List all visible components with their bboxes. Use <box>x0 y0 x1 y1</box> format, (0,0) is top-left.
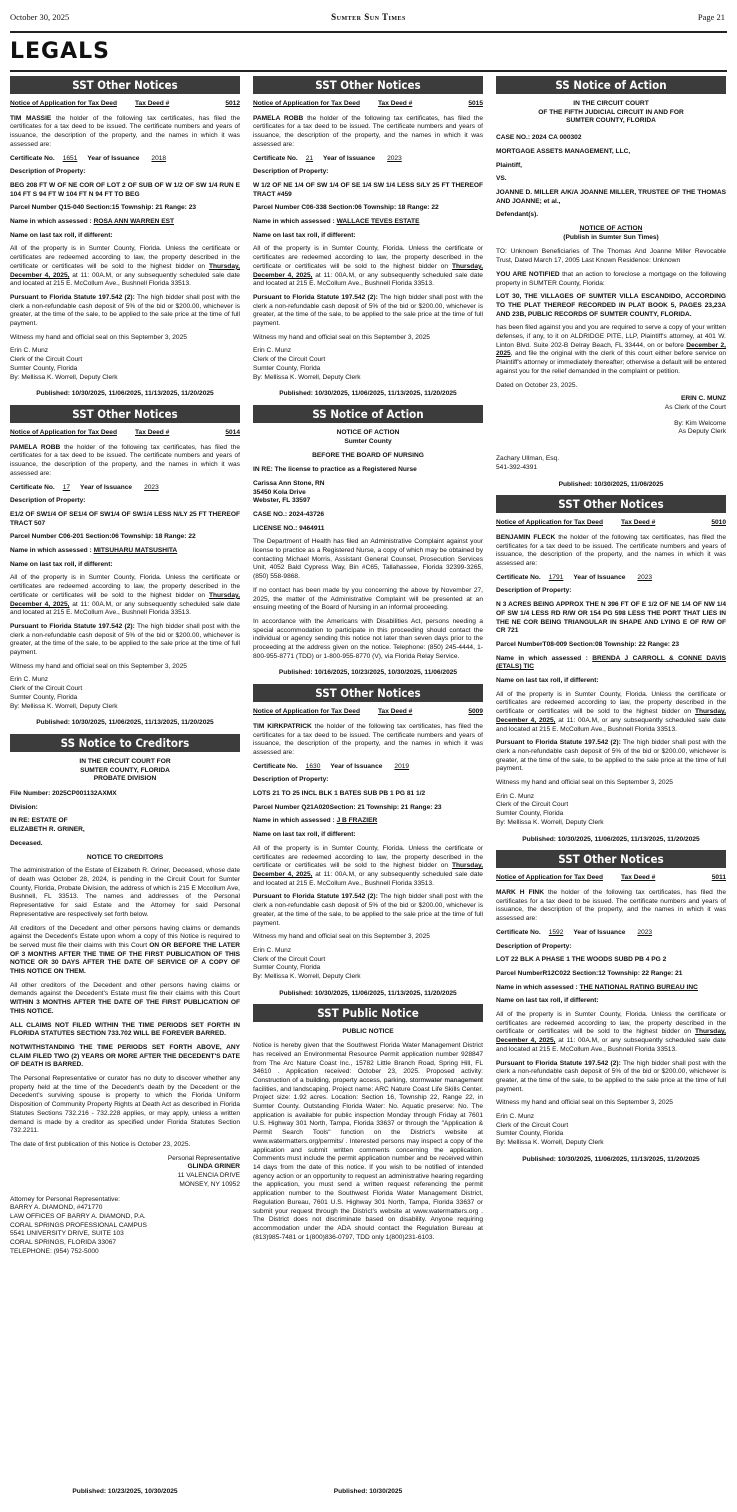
court-heading: IN THE CIRCUIT COURT FOR SUMTER COUNTY, FLORIDA PROBATE DIVISION <box>79 757 171 783</box>
clerk-signature: Erin C. Munz Clerk of the Circuit Court Sumter County, Florida By: Mellissa K. Worrell, Deputy Clerk <box>253 347 361 381</box>
notice-header: SST Other Notices <box>496 495 726 513</box>
parcel-number: Parcel NumberR12C022 Section:12 Township: 22 Range: 21 <box>496 969 683 977</box>
last-roll-label: Name on last tax roll, if different: <box>496 677 599 685</box>
action-heading: NOTICE OF ACTION Sumter County <box>336 428 400 445</box>
statute-paragraph: Pursuant to Florida Statute 197.542 (2): The high bidder shall post with the clerk a non-refundable cash deposit of 5% of the bid or $200.00, whichever is greater, at the time of the sale, to be applied to the sale price at the time of full payment. <box>253 893 483 927</box>
publication-dates: Published: 10/30/2025 <box>333 1488 403 1495</box>
last-roll-label: Name on last tax roll, if different: <box>253 231 356 239</box>
notice-intro: PAMELA ROBB the holder of the following tax certificates, has filed the certificates for a tax deed to be issued. The certificate numbers and years of issuance, the description of the property, and the names in which it was assessed are: <box>253 114 483 148</box>
section-title: LEGALS <box>10 39 110 64</box>
paragraph: If no contact has been made by you concerning the above by November 27, 2025, the matter of the Administrative Complaint will be presented at an ensuing meeting of the Board of Nursing in an informal proceeding. <box>253 586 483 612</box>
paragraph: In accordance with the Americans with Disabilities Act, persons needing a special accommodation to participate in this proceeding should contact the individual or agency sending this notice not later than seven days prior to the proceeding at the address given on the notice. Telephone: (850) 245-4444, 1-800-955-8771 (TDD) or 1-800-955-8770 (V), via Florida Relay Service. <box>253 617 483 660</box>
paragraph: The Personal Representative or curator has no duty to discover whether any property held at the time of the Decedent's death by the Decedent or the Decedent's surviving spouse is property to which the Florida Uniform Disposition of Community Property Rights at Death Act as described in Florida Statutes Sections 732.216 - 732.228 applies, or may apply, unless a written demand is made by a creditor as specified under Florida Statutes Section 732.2211. <box>10 1075 240 1135</box>
statute-paragraph: Pursuant to Florida Statute 197.542 (2): The high bidder shall post with the clerk a non-refundable cash deposit of 5% of the bid or $200.00, whichever is greater, at the time of the sale, to be applied to the sale price at the time of full payment. <box>10 622 240 657</box>
paragraph: NOTWITHSTANDING THE TIME PERIODS SET FORTH ABOVE, ANY CLAIM FILED TWO (2) YEARS OR MORE AFTER THE DECEDENT'S DATE OF DEATH IS BARRED. <box>10 1043 240 1069</box>
last-roll-label: Name on last tax roll, if different: <box>496 997 599 1005</box>
clerk-signature: ERIN C. MUNZ As Clerk of the Court By: Kim Welcome As Deputy Clerk <box>664 395 726 436</box>
attorney-block: Zachary Ullman, Esq. 541-392-4391 <box>496 455 560 471</box>
clerk-signature: Erin C. Munz Clerk of the Circuit Court Sumter County, Florida By: Mellissa K. Worrell, Deputy Clerk <box>10 347 118 381</box>
defendant-name: JOANNE D. MILLER A/K/A JOANNE MILLER, TRUSTEE OF THE THOMAS AND JOANNE; et al., <box>496 188 726 205</box>
assessed-name: Name in which assessed : J B FRAZIER <box>253 817 378 825</box>
notice-intro: TIM KIRKPATRICK the holder of the following tax certificates, has filed the certificates for a tax deed to be issued. The certificate numbers and years of issuance, the description of the property, and the names in which it was assessed are: <box>253 722 483 756</box>
property-description: N 3 ACRES BEING APPROX THE N 396 FT OF E 1/2 OF NE 1/4 OF NW 1/4 OF SW 1/4 LESS RD R/W OR 154 PG 598 LESS THE PORT THAT LIES IN THE NE COR BEING TRIANGULAR IN SHAPE AND LYING E OF R/W OF CR 721 <box>496 601 726 635</box>
publication-dates: Published: 10/30/2025, 11/06/2025, 11/13/2025, 11/20/2025 <box>36 719 214 727</box>
dated-line: Dated on October 23, 2025. <box>496 381 578 389</box>
clerk-signature: Erin C. Munz Clerk of the Circuit Court Sumter County, Florida By: Mellissa K. Worrell, Deputy Clerk <box>10 676 118 710</box>
statute-paragraph: Pursuant to Florida Statute 197.542 (2): The high bidder shall post with the clerk a non-refundable cash deposit of 5% of the bid or $200.00, whichever is greater, at the time of the sale, to be applied to the sale price at the time of full payment. <box>253 293 483 328</box>
page-header <box>0 0 737 32</box>
court-heading: IN THE CIRCUIT COURT OF THE FIFTH JUDICIAL CIRCUIT IN AND FOR SUMTER COUNTY, FLORIDA <box>538 100 684 125</box>
desc-label: Description of Property: <box>253 168 329 176</box>
certificate-line: Certificate No. 21 Year of Issuance 2023 <box>253 154 402 162</box>
versus: VS. <box>496 175 507 183</box>
last-roll-label: Name on last tax roll, if different: <box>253 831 356 839</box>
notice-intro: TIM MASSIE the holder of the following tax certificates, has filed the certificates for a tax deed to be issued. The certificate numbers and years of issuance, the description of the property, and the names in which it was assessed are: <box>10 114 240 148</box>
paragraph: has been filed against you and you are required to serve a copy of your written defenses, if any, to it on ALDRIDGE PITE, LLP, Plaintiff's attorney, at 401 W. Linton Blvd. Suite 202-B Delray Beach, FL 33444, on or before December 2, 2025, and file the original with the clerk of this court either before service on Plaintiff's attorney or immediately thereafter; otherwise a default will be entered against you for the relief demanded in the complaint or petition. <box>496 324 727 375</box>
statute-paragraph: Pursuant to Florida Statute 197.542 (2): The high bidder shall post with the clerk a non-refundable cash deposit of 5% of the bid or $200.00, whichever is greater, at the time of the sale, to be applied to the sale price at the time of full payment. <box>496 739 726 773</box>
case-number: CASE NO.: 2024-43726 <box>253 510 325 518</box>
property-legal: LOT 30, THE VILLAGES OF SUMTER VILLA ESCANDIDO, ACCORDING TO THE PLAT THEREOF RECORDED IN PLAT BOOK 5, PAGES 23,23A AND 23B, PUBLIC RECORDS OF SUMTER COUNTY, FLORIDA. <box>496 293 726 318</box>
paragraph: TO: Unknown Beneficiaries of The Thomas And Joanne Miller Revocable Trust, Dated March 17, 2005 Last Known Residence: Unknown <box>496 248 726 265</box>
deceased: Deceased. <box>10 839 43 847</box>
property-description: LOTS 21 TO 25 INCL BLK 1 BATES SUB PB 1 PG 81 1/2 <box>253 790 426 798</box>
publication-dates: Published: 10/23/2025, 10/30/2025 <box>72 1488 178 1495</box>
certificate-line: Certificate No. 1791 Year of Issuance 2023 <box>496 573 653 581</box>
witness-line: Witness my hand and official seal on this September 3, 2025 <box>496 1099 673 1107</box>
parcel-number: Parcel Number C06-201 Section:06 Township: 18 Range: 22 <box>10 533 196 541</box>
desc-label: Description of Property: <box>253 776 329 784</box>
paragraph: ALL CLAIMS NOT FILED WITHIN THE TIME PERIODS SET FORTH IN FLORIDA STATUTES SECTION 733.702 WILL BE FOREVER BARRED. <box>10 1021 240 1038</box>
sale-paragraph: All of the property is in Sumter County, Florida. Unless the certificate or certificates are redeemed according to law, the property described in the certificate or certificates will be sold to the highest bidder on Thursday, December 4, 2025, at 11: 00A.M, or any subsequently scheduled sale date and located at 215 E. McCollum Ave., Bushnell Florida 33513. <box>253 844 483 887</box>
parcel-number: Parcel Number Q15-040 Section:15 Township: 21 Range: 23 <box>10 204 197 212</box>
property-description: W 1/2 OF NE 1/4 OF SW 1/4 OF SE 1/4 SW 1/4 LESS S/LY 25 FT THEREOF TRACT #459 <box>253 181 483 198</box>
property-description: LOT 22 BLK A PHASE 1 THE WOODS SUBD PB 4 PG 2 <box>496 956 667 964</box>
sale-paragraph: All of the property is in Sumter County, Florida. Unless the certificate or certificates are redeemed according to law, the property described in the certificate or certificates will be sold to the highest bidder on Thursday, December 4, 2025, at 11: 00A.M, or any subsequently scheduled sale date and located at 215 E. McCollum Ave., Bushnell Florida 33513. <box>253 245 483 288</box>
column-2 <box>253 76 483 1247</box>
tax-deed-row: Notice of Application for Tax Deed Tax Deed # 5014 <box>10 428 240 436</box>
notice-header: SS Notice of Action <box>253 405 483 423</box>
tax-deed-row: Notice of Application for Tax Deed Tax Deed # 5009 <box>253 708 483 716</box>
assessed-name: Name in which assessed : WALLACE TEVES ESTATE <box>253 218 420 226</box>
last-roll-label: Name on last tax roll, if different: <box>10 231 113 239</box>
page-number: Page 21 <box>697 12 725 22</box>
parcel-number: Parcel Number Q21A020Section: 21 Township: 21 Range: 23 <box>253 803 442 811</box>
sale-paragraph: All of the property is in Sumter County, Florida. Unless the certificate or certificates are redeemed according to law, the property described in the certificate or certificates will be sold to the highest bidder on Thursday, December 4, 2025, at 11: 00A.M, or any subsequently scheduled sale date and located at 215 E. McCollum Ave., Bushnell Florida 33513. <box>10 245 240 288</box>
sale-paragraph: All of the property is in Sumter County, Florida. Unless the certificate or certificates are redeemed according to law, the property described in the certificate or certificates will be sold to the highest bidder on Thursday, December 4, 2025, at 11: 00A.M, or any subsequently scheduled sale date and located at 215 E. McCollum Ave., Bushnell Florida 33513. <box>10 574 240 617</box>
publication-dates: Published: 10/16/2025, 10/23/2025, 10/30/2025, 11/06/2025 <box>278 669 458 677</box>
notice-header: SST Other Notices <box>10 405 240 423</box>
certificate-line: Certificate No. 1630 Year of Issuance 2019 <box>253 762 410 770</box>
case-number: CASE NO.: 2024 CA 000302 <box>496 134 582 142</box>
witness-line: Witness my hand and official seal on this September 3, 2025 <box>10 662 187 670</box>
notice-title: PUBLIC NOTICE <box>342 1028 394 1036</box>
witness-line: Witness my hand and official seal on this September 3, 2025 <box>496 779 673 787</box>
header-rule <box>10 31 727 33</box>
parcel-number: Parcel NumberT08-009 Section:08 Township: 22 Range: 23 <box>496 640 680 648</box>
tax-deed-row: Notice of Application for Tax Deed Tax Deed # 5012 <box>10 100 240 107</box>
publication-dates: Published: 10/30/2025, 11/06/2025 <box>558 480 664 488</box>
clerk-signature: Erin C. Munz Clerk of the Circuit Court Sumter County, Florida By: Mellissa K. Worrell, Deputy Clerk <box>496 792 604 826</box>
publication-dates: Published: 10/30/2025, 11/06/2025, 11/13/2025, 11/20/2025 <box>522 835 700 843</box>
column-3 <box>496 76 726 1171</box>
statute-paragraph: Pursuant to Florida Statute 197.542 (2): The high bidder shall post with the clerk a non-refundable cash deposit of 5% of the bid or $200.00, whichever is greater, at the time of the sale, to be applied to the sale price at the time of full payment. <box>496 1059 726 1093</box>
issue-date: October 30, 2025 <box>10 12 70 22</box>
notice-header: SST Public Notice <box>253 1004 483 1022</box>
sale-paragraph: All of the property is in Sumter County, Florida. Unless the certificate or certificates are redeemed according to law, the property described in the certificate or certificates will be sold to the highest bidder on Thursday, December 4, 2025, at 11: 00A.M, or any subsequently scheduled sale date and located at 215 E. McCollum Ave., Bushnell Florida 33513. <box>496 690 726 733</box>
notice-title: NOTICE TO CREDITORS <box>86 853 164 861</box>
publication-dates: Published: 10/30/2025, 11/06/2025, 11/13/2025, 11/20/2025 <box>279 989 457 997</box>
assessed-name: Name in which assessed : ROSA ANN WARREN EST <box>10 218 175 226</box>
defendants: Defendant(s). <box>496 211 539 219</box>
tax-deed-row: Notice of Application for Tax Deed Tax Deed # 5015 <box>253 100 483 107</box>
property-description: E1/2 OF SW1/4 OF SE1/4 OF SW1/4 OF SW1/4 LESS N/LY 25 FT THEREOF TRACT 507 <box>10 510 240 527</box>
section-rule <box>10 70 727 72</box>
clerk-signature: Erin C. Munz Clerk of the Circuit Court Sumter County, Florida By: Mellissa K. Worrell, Deputy Clerk <box>496 1113 604 1147</box>
paragraph: All other creditors of the Decedent and other persons having claims or demands against the Decedent's Estate must file their claims with this Court WITHIN 3 MONTHS AFTER THE DATE OF THE FIRST PUBLICATION OF THIS NOTICE. <box>10 981 240 1015</box>
notice-intro: BENJAMIN FLECK the holder of the following tax certificates, has filed the certificates for a tax deed to be issued. The certificate numbers and years of issuance, the description of the property, and the names in which it was assessed are: <box>496 533 726 568</box>
witness-line: Witness my hand and official seal on this September 3, 2025 <box>253 333 430 341</box>
notice-header: SS Notice to Creditors <box>10 734 240 752</box>
assessed-name: Name in which assessed : MITSUHARU MATSUSHITA <box>10 547 178 555</box>
parcel-number: Parcel Number C06-338 Section:06 Township: 18 Range: 22 <box>253 204 439 212</box>
paragraph: The Department of Health has filed an Administrative Complaint against your license to practice as a Registered Nurse, a copy of which may be obtained by contacting Michael Morris, Assistant General Counsel, Prosecution Services Unit, 4052 Bald Cypress Way, Bin #C65, Tallahassee, Florida 32399-3265, (850) 558-9868. <box>253 538 483 581</box>
desc-label: Description of Property: <box>10 168 86 176</box>
publication-dates: Published: 10/30/2025, 11/06/2025, 11/13/2025, 11/20/2025 <box>522 1155 700 1163</box>
notice-header: SS Notice of Action <box>496 76 726 94</box>
file-number: File Number: 2025CP001132AXMX <box>10 790 117 798</box>
plaintiff: Plaintiff, <box>496 161 523 169</box>
in-re: IN RE: The license to practice as a Registered Nurse <box>253 466 417 474</box>
publication-dates: Published: 10/30/2025, 11/06/2025, 11/13/2025, 11/20/2025 <box>36 390 214 398</box>
plaintiff-name: MORTGAGE ASSETS MANAGEMENT, LLC, <box>496 147 631 155</box>
tax-deed-row: Notice of Application for Tax Deed Tax Deed # 5010 <box>496 519 726 527</box>
paragraph: Notice is hereby given that the Southwest Florida Water Management District has received an Environmental Resource Permit application number 928847 from The Arc Nature Coast Inc., 15782 Little Branch Road, Spring Hill, FL 34610 . Application received: October 23, 2025. Proposed activity: Construction of a building, property access, parking, stormwater management facilities, and landscaping. Project name: ARC Nature Coast Life Skills Center. Project size: 1.92 acres. Location: Section 16, Township 22, Range 22, in Sumter County. Outstanding Florida Water: No. Aquatic preserve: No. The application is available for public inspection Monday through Friday at 7601 U.S. Highway 301 North, Tampa, Florida 33637 or through the "Application & Permit Search Tools" function on the District's website at www.watermatters.org/permits/ . Interested persons may inspect a copy of the application and submit written comments concerning the application. Comments must include the permit application number and be received within 14 days from the date of this notice. If you wish to be notified of intended agency action or an opportunity to request an administrative hearing regarding the application, you must send a written request referencing the permit application number to the Southwest Florida Water Management District, Regulation Bureau, 7601 U.S. Highway 301 North, Tampa, Florida 33637 or submit your request through the District's website at www.watermatters.org . The District does not discriminate based on disability. Anyone requiring accommodation under the ADA should contact the Regulation Bureau at (813)985-7481 or 1(800)836-0797, TDD only 1(800)231-6103. <box>253 1042 483 1241</box>
certificate-line: Certificate No. 17 Year of Issuance 2023 <box>10 483 159 491</box>
paragraph: YOU ARE NOTIFIED that an action to foreclose a mortgage on the following property in SUMTER County, Florida: <box>496 270 726 287</box>
column-1 <box>10 76 240 1256</box>
paragraph: All creditors of the Decedent and other persons having claims or demands against the Decedent's Estate upon whom a copy of this Notice is required to be served must file their claims with this Court ON OR BEFORE THE LATER OF 3 MONTHS AFTER THE TIME OF THE FIRST PUBLICATION OF THIS NOTICE OR 30 DAYS AFTER THE DATE OF SERVICE OF A COPY OF THIS NOTICE ON THEM. <box>10 924 240 976</box>
paragraph: The administration of the Estate of Elizabeth R. Griner, Deceased, whose date of death was October 28, 2024, is pending in the Circuit Court for Sumter County, Florida, Probate Division, the address of which is 215 E Mccollum Ave, Bushnell, FL 33513. The names and addresses of the Personal Representative for said Estate and the Attorney for said Personal Representative are respectively set forth below. <box>10 867 240 918</box>
license-number: LICENSE NO.: 9464911 <box>253 524 325 532</box>
board-heading: BEFORE THE BOARD OF NURSING <box>312 452 424 460</box>
notice-header: SST Other Notices <box>253 684 483 702</box>
notice-header: SST Other Notices <box>253 76 483 94</box>
notice-header: SST Other Notices <box>10 76 240 94</box>
notice-intro: PAMELA ROBB the holder of the following tax certificates, has filed the certificates for a tax deed to be issued. The certificate numbers and years of issuance, the description of the property, and the names in which it was assessed are: <box>10 443 240 477</box>
division: Division: <box>10 803 38 811</box>
statute-paragraph: Pursuant to Florida Statute 197.542 (2): The high bidder shall post with the clerk a non-refundable cash deposit of 5% of the bid or $200.00, whichever is greater, at the time of the sale, to be applied to the sale price at the time of full payment. <box>10 293 240 328</box>
tax-deed-row: Notice of Application for Tax Deed Tax Deed # 5011 <box>496 874 726 882</box>
personal-representative: Personal Representative GLINDA GRINER 11 VALENCIA DRIVE MONSEY, NY 10952 <box>167 1154 240 1188</box>
property-description: BEG 208 FT W OF NE COR OF LOT 2 OF SUB OF W 1/2 OF SW 1/4 RUN E 104 FT S 94 FT W 104 FT N 94 FT TO BEG <box>10 181 240 198</box>
respondent-address: Carissa Ann Stone, RN 35450 Kola Drive Webster, FL 33597 <box>253 479 325 505</box>
publication-dates: Published: 10/30/2025, 11/06/2025, 11/13/2025, 11/20/2025 <box>279 390 457 398</box>
paragraph: The date of first publication of this Notice is October 23, 2025. <box>10 1140 191 1148</box>
desc-label: Description of Property: <box>10 497 86 505</box>
last-roll-label: Name on last tax roll, if different: <box>10 560 113 568</box>
witness-line: Witness my hand and official seal on this September 3, 2025 <box>253 933 430 941</box>
assessed-name: Name in which assessed : BRENDA J CARROLL & CONNE DAVIS (ETALS) TIC <box>496 654 727 671</box>
desc-label: Description of Property: <box>496 587 572 595</box>
notice-title: NOTICE OF ACTION (Publish in Sumter Sun Times) <box>563 225 659 241</box>
desc-label: Description of Property: <box>496 942 572 950</box>
clerk-signature: Erin C. Munz Clerk of the Circuit Court Sumter County, Florida By: Mellissa K. Worrell, Deputy Clerk <box>253 946 361 981</box>
witness-line: Witness my hand and official seal on this September 3, 2025 <box>10 333 187 341</box>
certificate-line: Certificate No. 1651 Year of Issuance 2018 <box>10 154 167 162</box>
sale-paragraph: All of the property is in Sumter County, Florida. Unless the certificate or certificates are redeemed according to law, the property described in the certificate or certificates will be sold to the highest bidder on Thursday, December 4, 2025, at 11: 00A.M, or any subsequently scheduled sale date and located at 215 E. McCollum Ave., Bushnell Florida 33513. <box>496 1011 726 1053</box>
newspaper-name: Sumter Sun Times <box>331 12 406 22</box>
estate-of: IN RE: ESTATE OF ELIZABETH R. GRINER, <box>10 817 85 834</box>
notice-header: SST Other Notices <box>496 850 726 868</box>
notice-intro: MARK H FINK the holder of the following tax certificates, has filed the certificates for a tax deed to be issued. The certificate numbers and years of issuance, the description of the property, and the names in which it was assessed are: <box>496 889 726 923</box>
certificate-line: Certificate No. 1592 Year of Issuance 2023 <box>496 928 653 936</box>
attorney-block: Attorney for Personal Representative: BARRY A. DIAMOND, #471770 LAW OFFICES OF BARRY A. DIAMOND, P.A. CORAL SPRINGS PROFESSIONAL CAMPUS 5541 UNIVERSITY DRIVE, SUITE 103 CORAL SPRINGS, FLORIDA 33067 TELEPHONE: (954) 752-5000 <box>10 1195 147 1255</box>
assessed-name: Name in which assessed : THE NATIONAL RATING BUREAU INC <box>496 983 698 991</box>
